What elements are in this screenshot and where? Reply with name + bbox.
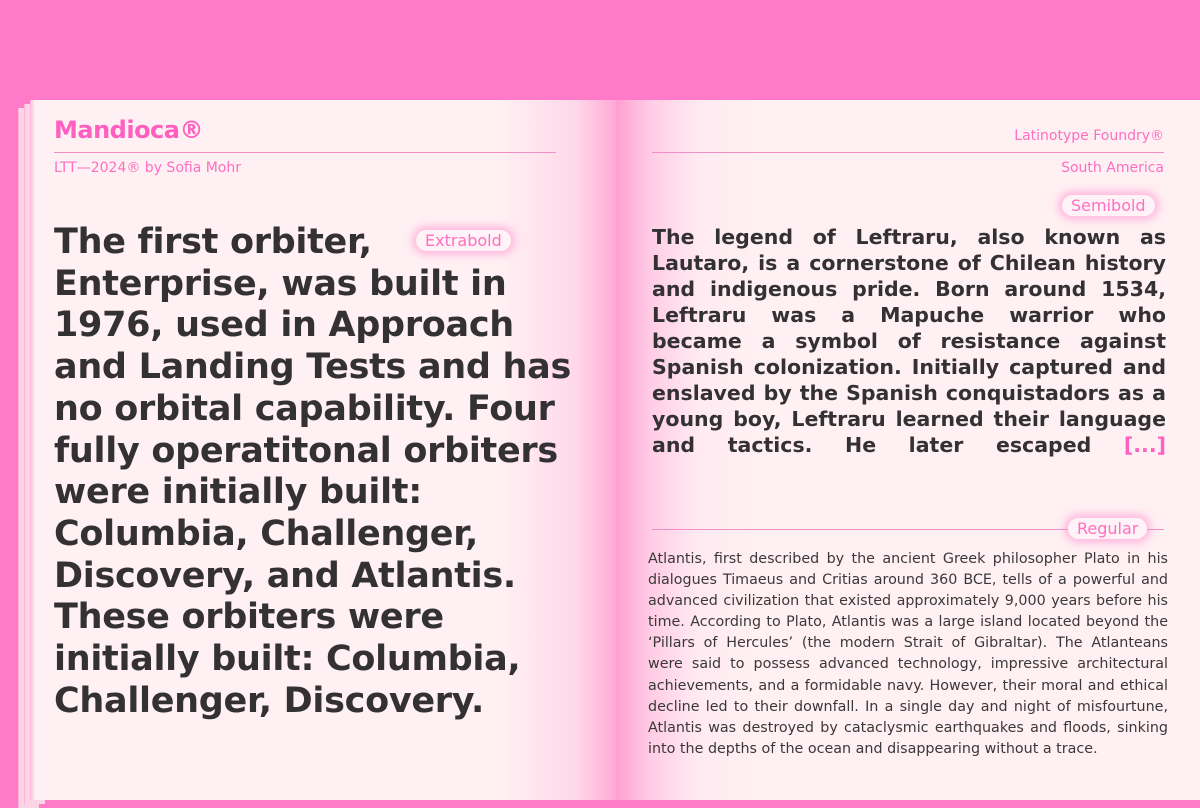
weight-label-semibold: Semibold bbox=[1062, 195, 1155, 216]
semibold-sample-text bbox=[652, 224, 1166, 458]
right-page bbox=[616, 100, 1200, 800]
extrabold-sample-text-content: The first orbiter, Enterprise, was built in 1976, used in Approach and Landing Tests and has no orbital capability. Four fully operatitonal orbiters were initially built: Columbia, Challenger, Discovery, and Atlantis. These orbiters were initially built: Columbia, Challenger, Discovery. bbox=[54, 222, 572, 721]
ellipsis-marker: [...] bbox=[1123, 433, 1166, 457]
regular-sample-text: Atlantis, first described by the ancient Greek philosopher Plato in his dialogues Timaeus and Critias around 360 BCE, tells of a powerful and advanced civilization that existed approximately 9,000 years before his time. According to Plato, Atlantis was a large island located beyond the ‘Pillars of Hercules’ (the modern Strait of Gibraltar). The Atlanteans were said to possess advanced technology, impressive architectural achievements, and a formidable navy. However, their moral and ethical decline led to their downfall. In a single day and night of misfourtune, Atlantis was destroyed by cataclysmic earthquakes and floods, sinking into the depths of the ocean and disappearing without a trace. bbox=[648, 551, 1168, 757]
header-divider bbox=[54, 152, 556, 153]
header-divider bbox=[652, 152, 1164, 153]
byline: LTT—2024® by Sofia Mohr bbox=[54, 160, 242, 176]
weight-label-regular: Regular bbox=[1068, 518, 1147, 539]
left-page bbox=[34, 100, 616, 800]
extrabold-sample-text bbox=[54, 222, 574, 722]
region-label: South America bbox=[1061, 160, 1164, 176]
foundry-label: Latinotype Foundry® bbox=[1014, 128, 1164, 144]
weight-label-extrabold: Extrabold bbox=[416, 230, 511, 251]
semibold-sample-text-content: The legend of Leftraru, also known as Lautaro, is a cornerstone of Chilean history and indigenous pride. Born around 1534, Leftraru was a Mapuche warrior who became a symbol of resistance against Spanish colonization. Initially captured and enslaved by the Spanish conquistadors as a young boy, Leftraru learned their language and tactics. He later escaped bbox=[652, 225, 1166, 457]
brand-title: Mandioca® bbox=[54, 116, 203, 144]
